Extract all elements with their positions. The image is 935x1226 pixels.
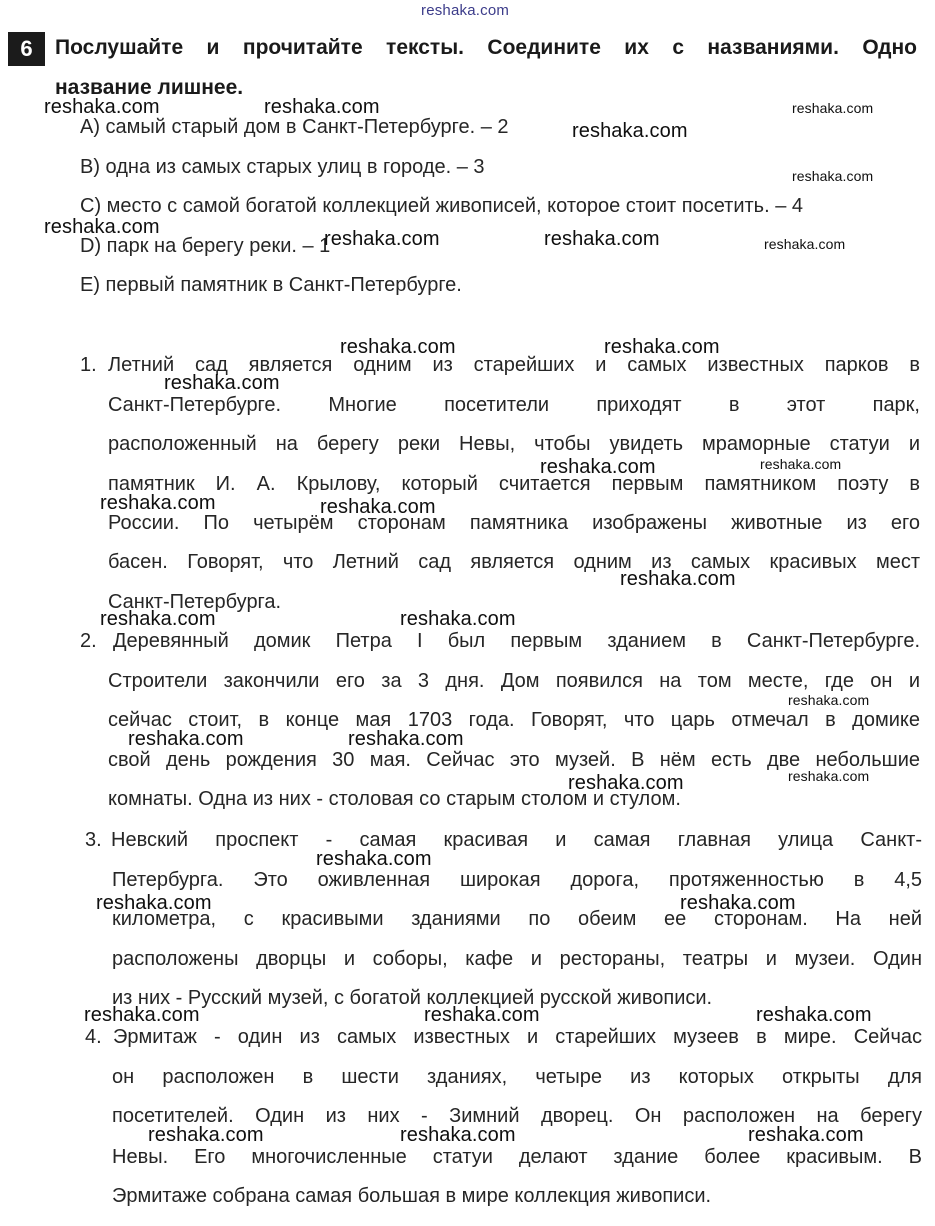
- text-4-line: Эрмитаж - один из самых известных и старейших музеев в мире. Сейчас: [113, 1026, 922, 1048]
- watermark: reshaka.com: [400, 1124, 516, 1146]
- watermark: reshaka.com: [148, 1124, 264, 1146]
- task-instruction-line2: название лишнее.: [55, 76, 244, 99]
- text-1-line: Летний сад является одним из старейших и самых известных парков в: [108, 354, 920, 376]
- watermark: reshaka.com: [316, 848, 432, 870]
- text-4-line: посетителей. Один из них - Зимний дворец. Он расположен на берегу: [112, 1105, 922, 1127]
- text-3-line: километра, с красивыми зданиями по обеим ее сторонам. На ней: [112, 908, 922, 930]
- watermark: reshaka.com: [100, 608, 216, 630]
- watermark: reshaka.com: [44, 216, 160, 238]
- watermark: reshaka.com: [84, 1004, 200, 1026]
- text-1-line: России. По четырём сторонам памятника изображены животные из его: [108, 512, 920, 534]
- watermark: reshaka.com: [764, 236, 846, 252]
- option-c: C) место с самой богатой коллекцией живописей, которое стоит посетить. – 4: [80, 195, 803, 217]
- watermark: reshaka.com: [540, 456, 656, 478]
- watermark: reshaka.com: [788, 692, 870, 708]
- watermark: reshaka.com: [680, 892, 796, 914]
- watermark: reshaka.com: [164, 372, 280, 394]
- watermark: reshaka.com: [760, 456, 842, 472]
- watermark: reshaka.com: [792, 168, 874, 184]
- watermark: reshaka.com: [544, 228, 660, 250]
- text-3-line: Невский проспект - самая красивая и самая главная улица Санкт-: [111, 829, 922, 851]
- text-3-number: 3.: [85, 829, 102, 851]
- watermark: reshaka.com: [340, 336, 456, 358]
- watermark: reshaka.com: [100, 492, 216, 514]
- watermark: reshaka.com: [264, 96, 380, 118]
- watermark: reshaka.com: [604, 336, 720, 358]
- watermark: reshaka.com: [424, 1004, 540, 1026]
- option-b: B) одна из самых старых улиц в городе. – 3: [80, 156, 485, 178]
- watermark: reshaka.com: [128, 728, 244, 750]
- text-3-line: Петербурга. Это оживленная широкая дорога, протяженностью в 4,5: [112, 869, 922, 891]
- text-1-line: басен. Говорят, что Летний сад является одним из самых красивых мест: [108, 551, 920, 573]
- text-4-line: Эрмитаже собрана самая большая в мире коллекция живописи.: [112, 1185, 712, 1207]
- watermark: reshaka.com: [320, 496, 436, 518]
- watermark: reshaka.com: [792, 100, 874, 116]
- text-4-line: Невы. Его многочисленные статуи делают здание более красивым. В: [112, 1146, 922, 1168]
- text-2-number: 2.: [80, 630, 97, 652]
- text-2-line: комнаты. Одна из них - столовая со старым столом и стулом.: [108, 788, 681, 810]
- watermark: reshaka.com: [400, 608, 516, 630]
- watermark: reshaka.com: [324, 228, 440, 250]
- text-2-line: сейчас стоит, в конце мая 1703 года. Говорят, что царь отмечал в домике: [108, 709, 920, 731]
- text-4-number: 4.: [85, 1026, 102, 1048]
- text-1-line: памятник И. А. Крылову, который считается первым памятником поэту в: [108, 473, 920, 495]
- text-2-line: свой день рождения 30 мая. Сейчас это музей. В нём есть две небольшие: [108, 749, 920, 771]
- watermark: reshaka.com: [748, 1124, 864, 1146]
- text-1-line: Санкт-Петербурге. Многие посетители приходят в этот парк,: [108, 394, 920, 416]
- watermark: reshaka.com: [44, 96, 160, 118]
- option-a: A) самый старый дом в Санкт-Петербурге. – 2: [80, 116, 509, 138]
- text-3-line: расположены дворцы и соборы, кафе и рестораны, театры и музеи. Один: [112, 948, 922, 970]
- watermark: reshaka.com: [96, 892, 212, 914]
- text-2-line: Строители закончили его за 3 дня. Дом появился на том месте, где он и: [108, 670, 920, 692]
- watermark: reshaka.com: [620, 568, 736, 590]
- option-d: D) парк на берегу реки. – 1: [80, 235, 331, 257]
- option-e: E) первый памятник в Санкт-Петербурге.: [80, 274, 462, 296]
- text-3-line: из них - Русский музей, с богатой коллекцией русской живописи.: [112, 987, 713, 1009]
- watermark: reshaka.com: [568, 772, 684, 794]
- text-1-number: 1.: [80, 354, 97, 376]
- watermark: reshaka.com: [788, 768, 870, 784]
- task-number-badge: 6: [8, 32, 45, 66]
- text-1-line: Санкт-Петербурга.: [108, 591, 282, 613]
- watermark: reshaka.com: [348, 728, 464, 750]
- site-header-watermark: reshaka.com: [421, 2, 510, 19]
- text-1-line: расположенный на берегу реки Невы, чтобы увидеть мраморные статуи и: [108, 433, 920, 455]
- watermark: reshaka.com: [756, 1004, 872, 1026]
- text-2-line: Деревянный домик Петра I был первым зданием в Санкт-Петербурге.: [113, 630, 920, 652]
- watermark: reshaka.com: [572, 120, 688, 142]
- text-4-line: он расположен в шести зданиях, четыре из которых открыты для: [112, 1066, 922, 1088]
- task-instruction-line1: Послушайте и прочитайте тексты. Соедините их с названиями. Одно: [55, 36, 917, 59]
